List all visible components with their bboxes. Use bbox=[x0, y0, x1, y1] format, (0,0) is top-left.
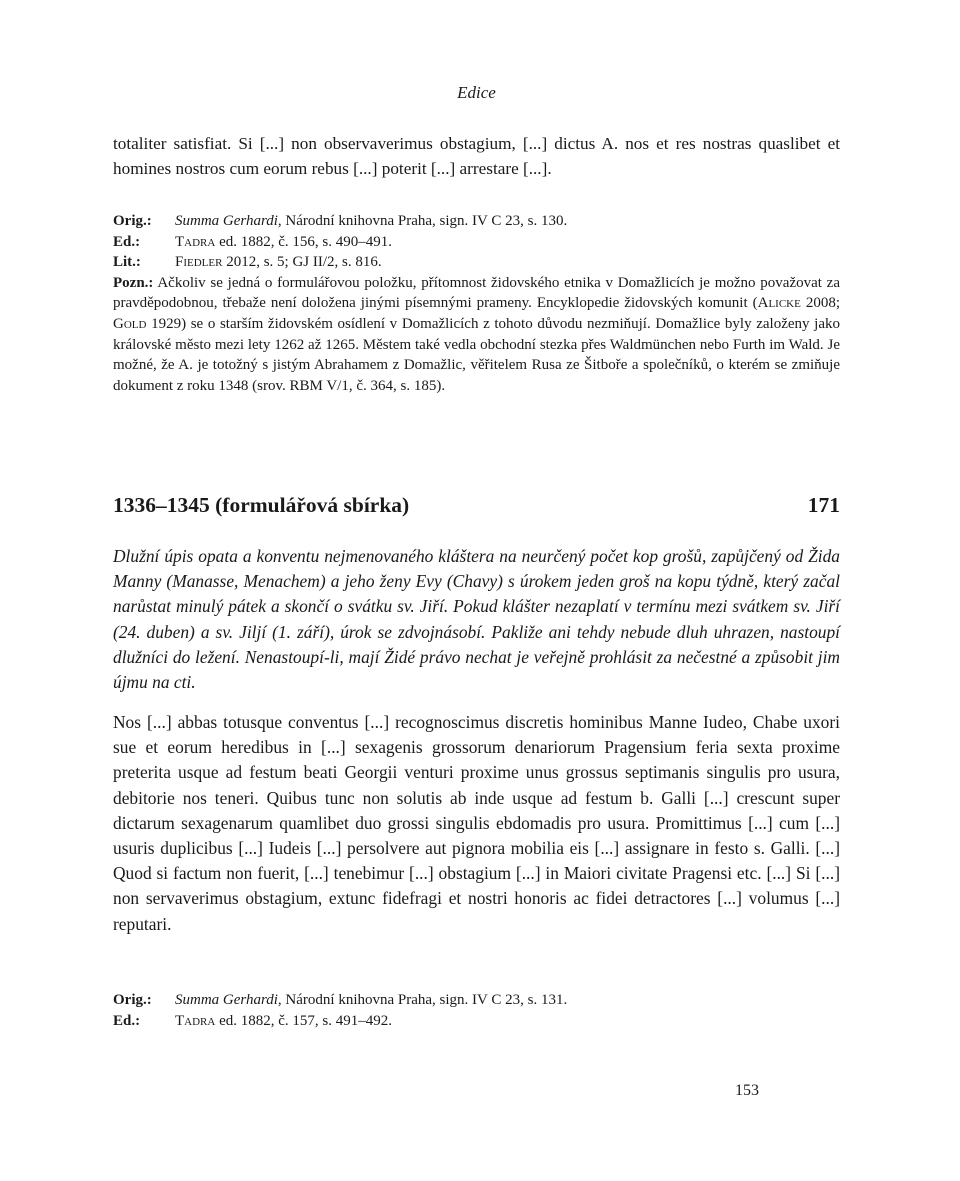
ed-detail: ed. 1882, č. 156, s. 490–491. bbox=[215, 233, 392, 250]
lit-author: Fiedler bbox=[175, 254, 223, 271]
orig-label: Orig.: bbox=[113, 992, 152, 1008]
edition-note bbox=[113, 232, 840, 253]
ed-label: Ed.: bbox=[113, 233, 141, 250]
ed-author: Tadra bbox=[175, 1012, 216, 1029]
pozn-label: Pozn.: bbox=[113, 274, 154, 291]
entry-latin-text: Nos [...] abbas totusque conventus [...] recognoscimus discretis hominibus Manne Iudeo, Chabe uxori sue et eorum heredibus in [...] sexagenis grossorum denariorum Pragensium feria sexta proxime preterita usque ad festum beati Georgii venturi proxime unus grossus septimanis singulis pro usura, debitorie nos teneri. Quibus tunc non solutis ab inde usque ad festum b. Galli [...] crescunt super dictarum sexagenarum quamlibet duo grossi singulis ebdomadis pro usura. Promittimus [...] cum [...] usuris duplicibus [...] Iudeis [...] persolvere aut pignora mobilia eis [...] assignare in festo s. Galli. [...] Quod si factum non fuerit, [...] tenebimur [...] obstagium [...] in Maiori civitate Pragensi etc. [...] Si [...] non servaverimus obstagium, extunc fidefragi et nostri honoris ac fidei detractores [...] volumus [...] reputari. bbox=[113, 712, 840, 934]
remark-cite-alicke: Alicke bbox=[757, 295, 801, 312]
orig-source-title: Summa Gerhardi bbox=[175, 992, 278, 1008]
orig-source-detail: , Národní knihovna Praha, sign. IV C 23, s. 131. bbox=[277, 992, 568, 1008]
orig-note bbox=[113, 211, 840, 232]
ed-label: Ed.: bbox=[113, 1012, 141, 1029]
orig-label: Orig.: bbox=[113, 213, 152, 229]
edition-note bbox=[113, 1011, 840, 1032]
remark-part-3: 1929) se o starším židovském osídlení v Domažlicích z tohoto důvodu nezmiňují. Domažlice byly založeny jako královské město mezi lety 1262 až 1265. Městem také vedla obchodní stezka přes Waldmünchen nebo Furth im Wald. Je možné, že A. je totožný s jistým Abrahamem z Domažlic, věřitelem Rusa ze Šitboře a společníků, o kterém se zmiňuje dokument z roku 1348 (srov. RBM V/1, č. 364, s. 185). bbox=[113, 315, 840, 394]
lit-detail: 2012, s. 5; GJ II/2, s. 816. bbox=[222, 254, 382, 271]
remark-part-1: Ačkoliv se jedná o formulářovou položku, přítomnost židovského etnika v Domažlicích je možno považovat za pravděpodobnou, třebaže není doložena jinými písemnými prameny. Encyklopedie židovských komunit ( bbox=[113, 274, 840, 312]
literature-note bbox=[113, 252, 840, 273]
entry-heading bbox=[113, 491, 840, 519]
entry-date-title: 1336–1345 (formulářová sbírka) bbox=[113, 493, 410, 517]
entry-apparatus bbox=[113, 990, 840, 1031]
remark-note bbox=[113, 273, 840, 397]
previous-entry-apparatus bbox=[113, 211, 840, 396]
page-number: 153 bbox=[735, 1082, 759, 1099]
entry-regest: Dlužní úpis opata a konventu nejmenovaného kláštera na neurčený počet kop grošů, zapůjčený od Žida Manny (Manasse, Menachem) a jeho ženy Evy (Chavy) s úrokem jeden groš na kopu týdně, který začal narůstat minulý pátek a skončí o svátku sv. Jiří. Pokud klášter nezaplatí v termínu mezi svátkem sv. Jiří (24. duben) a sv. Jiljí (1. září), úrok se zdvojnásobí. Pakliže ani tehdy nebude dluh uhrazen, nastoupí dlužníci do ležení. Nenastoupí-li, mají Židé právo nechat je veřejně prohlásit za nečestné a způsobit jim újmu na cti. bbox=[113, 546, 840, 693]
lit-label: Lit.: bbox=[113, 254, 141, 271]
orig-source-title: Summa Gerhardi bbox=[175, 213, 278, 229]
running-head: Edice bbox=[457, 83, 496, 102]
entry-number: 171 bbox=[807, 493, 840, 517]
ed-detail: ed. 1882, č. 157, s. 491–492. bbox=[215, 1012, 392, 1029]
orig-source-detail: , Národní knihovna Praha, sign. IV C 23, s. 130. bbox=[277, 213, 568, 229]
ed-author: Tadra bbox=[175, 233, 216, 250]
remark-part-2: 2008; bbox=[800, 295, 841, 312]
orig-note bbox=[113, 990, 840, 1011]
previous-entry-text: totaliter satisfiat. Si [...] non observaverimus obstagium, [...] dictus A. nos et res nostras quaslibet et homines nostros cum eorum rebus [...] poterit [...] arrestare [...]. bbox=[113, 134, 840, 178]
remark-cite-gold: Gold bbox=[113, 315, 147, 332]
